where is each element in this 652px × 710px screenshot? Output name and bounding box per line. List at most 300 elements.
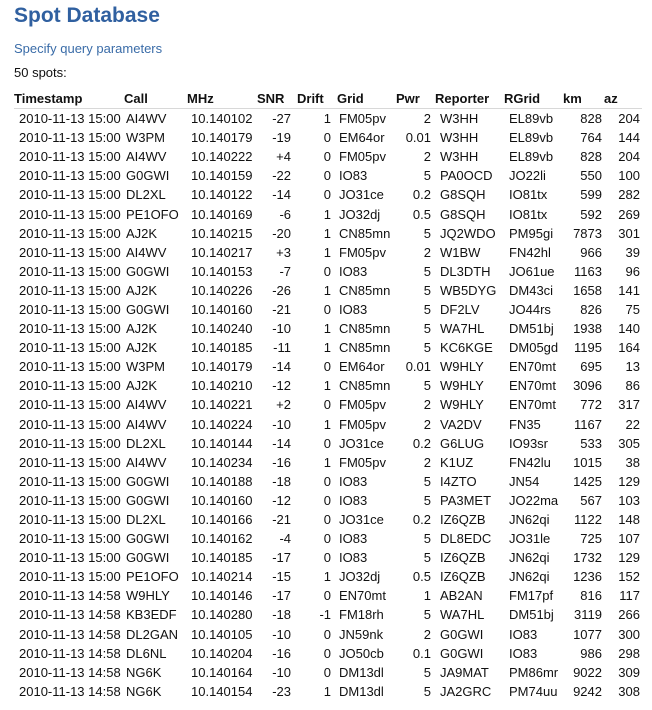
- cell-mhz: 10.140224: [191, 416, 253, 432]
- cell-snr: -21: [272, 512, 291, 528]
- cell-reporter: PA3MET: [440, 492, 492, 508]
- cell-rgrid: JN54: [509, 473, 540, 489]
- cell-grid: JO31ce: [339, 435, 384, 451]
- cell-call: AI4WV: [126, 397, 167, 413]
- cell-grid: JO32dj: [339, 569, 381, 585]
- cell-drift: 1: [323, 569, 331, 585]
- cell-reporter: JA9MAT: [440, 664, 489, 680]
- cell-grid: IO83: [339, 301, 368, 317]
- header-pwr: Pwr: [396, 88, 435, 109]
- cell-reporter: W9HLY: [440, 378, 484, 394]
- cell-drift: 1: [323, 244, 331, 260]
- cell-call: AI4WV: [126, 416, 167, 432]
- cell-drift: 0: [323, 149, 331, 165]
- cell-timestamp: 2010-11-13 15:00: [19, 397, 121, 413]
- cell-km: 1015: [573, 454, 602, 470]
- cell-timestamp: 2010-11-13 14:58: [19, 588, 121, 604]
- cell-grid: JO31ce: [339, 187, 384, 203]
- cell-reporter: W3HH: [440, 130, 479, 146]
- cell-az: 38: [625, 454, 640, 470]
- cell-call: G0GWI: [126, 168, 170, 184]
- cell-az: 308: [618, 683, 640, 699]
- spot-count: 50 spots:: [14, 65, 67, 80]
- cell-km: 3096: [573, 378, 602, 394]
- cell-mhz: 10.140226: [191, 282, 253, 298]
- cell-pwr: 5: [423, 378, 431, 394]
- cell-reporter: DL3DTH: [440, 263, 491, 279]
- cell-timestamp: 2010-11-13 15:00: [19, 111, 121, 127]
- cell-reporter: G8SQH: [440, 187, 486, 203]
- cell-call: DL2XL: [126, 187, 166, 203]
- cell-pwr: 5: [423, 263, 431, 279]
- table-row: [14, 644, 642, 663]
- cell-km: 567: [580, 492, 602, 508]
- cell-grid: CN85mn: [339, 225, 391, 241]
- cell-pwr: 5: [423, 664, 431, 680]
- cell-km: 1195: [574, 340, 602, 356]
- cell-grid: DM13dl: [339, 683, 384, 699]
- cell-mhz: 10.140169: [191, 206, 253, 222]
- cell-call: AJ2K: [126, 282, 158, 298]
- cell-rgrid: JN62qi: [509, 550, 550, 566]
- cell-grid: CN85mn: [339, 321, 391, 337]
- table-row: [14, 567, 642, 586]
- cell-timestamp: 2010-11-13 15:00: [19, 340, 121, 356]
- cell-rgrid: PM86mr: [509, 664, 559, 680]
- cell-drift: 1: [323, 683, 331, 699]
- specify-query-link[interactable]: Specify query parameters: [14, 41, 163, 56]
- cell-timestamp: 2010-11-13 15:00: [19, 168, 121, 184]
- header-rgrid: RGrid: [504, 88, 563, 109]
- cell-pwr: 2: [423, 397, 431, 413]
- cell-snr: -10: [272, 664, 291, 680]
- cell-mhz: 10.140122: [191, 187, 253, 203]
- cell-call: DL2XL: [126, 512, 166, 528]
- cell-grid: IO83: [339, 550, 368, 566]
- table-row: [14, 185, 642, 204]
- cell-mhz: 10.140179: [191, 359, 253, 375]
- table-row: [14, 434, 642, 453]
- cell-az: 317: [618, 397, 640, 413]
- cell-drift: 0: [323, 512, 331, 528]
- cell-snr: -27: [272, 111, 291, 127]
- cell-timestamp: 2010-11-13 15:00: [19, 263, 121, 279]
- cell-snr: -17: [272, 550, 291, 566]
- cell-snr: +4: [276, 149, 291, 165]
- cell-snr: +2: [276, 397, 291, 413]
- cell-grid: EM64or: [339, 359, 385, 375]
- cell-drift: 1: [323, 111, 331, 127]
- cell-pwr: 5: [423, 168, 431, 184]
- cell-snr: -23: [272, 683, 291, 699]
- cell-km: 550: [580, 168, 602, 184]
- cell-snr: -10: [272, 321, 291, 337]
- cell-az: 309: [618, 664, 640, 680]
- cell-reporter: IZ6QZB: [440, 512, 486, 528]
- cell-pwr: 0.2: [412, 187, 431, 203]
- cell-drift: 0: [323, 263, 331, 279]
- cell-timestamp: 2010-11-13 14:58: [19, 626, 121, 642]
- cell-rgrid: JN62qi: [509, 512, 550, 528]
- cell-km: 828: [580, 111, 602, 127]
- cell-timestamp: 2010-11-13 15:00: [19, 454, 121, 470]
- cell-rgrid: FN35: [509, 416, 541, 432]
- table-row: [14, 109, 642, 129]
- cell-az: 22: [625, 416, 640, 432]
- cell-reporter: PA0OCD: [440, 168, 493, 184]
- spots-table-body: [14, 109, 642, 701]
- cell-snr: -15: [272, 569, 291, 585]
- cell-reporter: KC6KGE: [440, 340, 493, 356]
- cell-reporter: DF2LV: [440, 301, 480, 317]
- cell-reporter: WA7HL: [440, 607, 485, 623]
- cell-rgrid: EN70mt: [509, 378, 556, 394]
- cell-grid: JO50cb: [339, 645, 384, 661]
- cell-snr: -11: [273, 340, 291, 356]
- cell-az: 301: [618, 225, 640, 241]
- cell-az: 152: [618, 569, 640, 585]
- table-row: [14, 281, 642, 300]
- cell-mhz: 10.140185: [191, 550, 253, 566]
- cell-call: W9HLY: [126, 588, 170, 604]
- cell-call: PE1OFO: [126, 569, 179, 585]
- cell-rgrid: IO83: [509, 626, 538, 642]
- cell-snr: -18: [272, 607, 291, 623]
- cell-timestamp: 2010-11-13 15:00: [19, 492, 121, 508]
- cell-grid: EM64or: [339, 130, 385, 146]
- cell-timestamp: 2010-11-13 15:00: [19, 569, 121, 585]
- cell-timestamp: 2010-11-13 15:00: [19, 512, 121, 528]
- cell-km: 1163: [574, 263, 602, 279]
- cell-reporter: G8SQH: [440, 206, 486, 222]
- cell-rgrid: JN62qi: [509, 569, 550, 585]
- cell-grid: FM18rh: [339, 607, 384, 623]
- cell-timestamp: 2010-11-13 14:58: [19, 645, 121, 661]
- cell-pwr: 0.2: [412, 512, 431, 528]
- cell-az: 282: [618, 187, 640, 203]
- cell-grid: CN85mn: [339, 378, 391, 394]
- cell-timestamp: 2010-11-13 15:00: [19, 244, 121, 260]
- cell-pwr: 0.5: [412, 569, 431, 585]
- cell-drift: 0: [323, 168, 331, 184]
- cell-reporter: DL8EDC: [440, 531, 492, 547]
- cell-az: 39: [625, 244, 640, 260]
- cell-reporter: W9HLY: [440, 397, 484, 413]
- cell-timestamp: 2010-11-13 15:00: [19, 359, 121, 375]
- cell-mhz: 10.140185: [191, 340, 253, 356]
- cell-snr: -17: [272, 588, 291, 604]
- cell-timestamp: 2010-11-13 15:00: [19, 301, 121, 317]
- cell-az: 204: [618, 111, 640, 127]
- cell-km: 966: [580, 244, 602, 260]
- table-row: [14, 491, 642, 510]
- cell-km: 1425: [573, 473, 602, 489]
- cell-km: 1077: [573, 626, 602, 642]
- cell-reporter: AB2AN: [440, 588, 483, 604]
- cell-pwr: 0.01: [405, 359, 431, 375]
- cell-rgrid: PM95gi: [509, 225, 554, 241]
- cell-rgrid: JO44rs: [509, 301, 551, 317]
- cell-mhz: 10.140210: [191, 378, 253, 394]
- cell-grid: IO83: [339, 263, 368, 279]
- cell-mhz: 10.140102: [191, 111, 253, 127]
- table-row: [14, 204, 642, 223]
- cell-grid: IO83: [339, 473, 368, 489]
- cell-km: 9022: [573, 664, 602, 680]
- cell-pwr: 0.1: [412, 645, 431, 661]
- cell-timestamp: 2010-11-13 15:00: [19, 206, 121, 222]
- cell-mhz: 10.140162: [191, 531, 253, 547]
- cell-call: AI4WV: [126, 111, 167, 127]
- cell-mhz: 10.140204: [191, 645, 253, 661]
- cell-reporter: W9HLY: [440, 359, 484, 375]
- table-row: [14, 243, 642, 262]
- cell-km: 1122: [574, 512, 602, 528]
- cell-pwr: 5: [423, 607, 431, 623]
- cell-km: 828: [580, 149, 602, 165]
- cell-rgrid: FM17pf: [509, 588, 554, 604]
- cell-km: 772: [580, 397, 602, 413]
- cell-snr: -20: [272, 225, 291, 241]
- cell-drift: 1: [323, 206, 331, 222]
- cell-call: G0GWI: [126, 550, 170, 566]
- cell-call: DL6NL: [126, 645, 167, 661]
- cell-az: 144: [618, 130, 640, 146]
- cell-pwr: 0.01: [405, 130, 431, 146]
- cell-az: 141: [618, 282, 640, 298]
- cell-drift: 1: [323, 416, 331, 432]
- cell-km: 1658: [573, 282, 602, 298]
- cell-snr: -18: [272, 473, 291, 489]
- cell-drift: 1: [323, 454, 331, 470]
- cell-mhz: 10.140154: [191, 683, 253, 699]
- cell-pwr: 0.5: [412, 206, 431, 222]
- table-row: [14, 586, 642, 605]
- cell-reporter: K1UZ: [440, 454, 474, 470]
- cell-mhz: 10.140164: [191, 664, 253, 680]
- cell-az: 103: [618, 492, 640, 508]
- table-row: [14, 415, 642, 434]
- table-header-row: [14, 88, 642, 109]
- header-az: az: [604, 88, 642, 109]
- cell-mhz: 10.140159: [191, 168, 253, 184]
- cell-snr: -7: [279, 263, 291, 279]
- cell-rgrid: EN70mt: [509, 359, 556, 375]
- cell-drift: 0: [323, 531, 331, 547]
- cell-pwr: 5: [423, 301, 431, 317]
- cell-call: PE1OFO: [126, 206, 179, 222]
- table-row: [14, 319, 642, 338]
- cell-az: 140: [618, 321, 640, 337]
- cell-call: W3PM: [126, 359, 165, 375]
- cell-grid: IO83: [339, 168, 368, 184]
- cell-az: 129: [618, 550, 640, 566]
- cell-km: 7873: [573, 225, 602, 241]
- cell-km: 1167: [574, 416, 602, 432]
- cell-drift: 1: [323, 340, 331, 356]
- cell-mhz: 10.140215: [191, 225, 253, 241]
- cell-grid: JO31ce: [339, 512, 384, 528]
- cell-snr: -26: [272, 282, 291, 298]
- cell-call: NG6K: [126, 683, 162, 699]
- cell-snr: -6: [279, 206, 291, 222]
- cell-az: 266: [618, 607, 640, 623]
- cell-rgrid: DM51bj: [509, 607, 554, 623]
- cell-drift: 0: [323, 187, 331, 203]
- cell-pwr: 2: [423, 244, 431, 260]
- cell-mhz: 10.140217: [191, 244, 253, 260]
- cell-pwr: 5: [423, 321, 431, 337]
- cell-grid: IO83: [339, 531, 368, 547]
- table-row: [14, 548, 642, 567]
- cell-call: AI4WV: [126, 454, 167, 470]
- table-row: [14, 262, 642, 281]
- cell-mhz: 10.140166: [191, 512, 253, 528]
- cell-rgrid: PM74uu: [509, 683, 558, 699]
- cell-snr: -12: [272, 492, 291, 508]
- cell-km: 816: [580, 588, 602, 604]
- cell-drift: 1: [323, 378, 331, 394]
- cell-reporter: G0GWI: [440, 626, 484, 642]
- cell-mhz: 10.140105: [191, 626, 253, 642]
- cell-az: 129: [618, 473, 640, 489]
- cell-grid: FM05pv: [339, 111, 386, 127]
- cell-km: 725: [580, 531, 602, 547]
- header-km: km: [563, 88, 604, 109]
- cell-timestamp: 2010-11-13 15:00: [19, 130, 121, 146]
- cell-mhz: 10.140222: [191, 149, 253, 165]
- cell-mhz: 10.140280: [191, 607, 253, 623]
- table-row: [14, 529, 642, 548]
- cell-call: DL2GAN: [126, 626, 179, 642]
- cell-az: 107: [618, 531, 640, 547]
- cell-az: 117: [619, 588, 640, 604]
- cell-km: 3119: [574, 607, 602, 623]
- cell-pwr: 5: [423, 550, 431, 566]
- cell-timestamp: 2010-11-13 14:58: [19, 607, 121, 623]
- cell-snr: -16: [272, 454, 291, 470]
- cell-pwr: 2: [423, 626, 431, 642]
- table-row: [14, 128, 642, 147]
- table-row: [14, 300, 642, 319]
- header-drift: Drift: [297, 88, 337, 109]
- cell-call: G0GWI: [126, 473, 170, 489]
- header-grid: Grid: [337, 88, 396, 109]
- header-call: Call: [124, 88, 187, 109]
- cell-pwr: 5: [423, 683, 431, 699]
- cell-km: 695: [580, 359, 602, 375]
- cell-az: 86: [625, 378, 640, 394]
- cell-timestamp: 2010-11-13 15:00: [19, 531, 121, 547]
- cell-mhz: 10.140234: [191, 454, 253, 470]
- cell-call: G0GWI: [126, 301, 170, 317]
- cell-drift: 0: [323, 626, 331, 642]
- cell-timestamp: 2010-11-13 15:00: [19, 149, 121, 165]
- cell-az: 164: [618, 340, 640, 356]
- cell-reporter: JQ2WDO: [440, 225, 496, 241]
- spots-table: [14, 88, 642, 701]
- cell-km: 592: [580, 206, 602, 222]
- cell-call: KB3EDF: [126, 607, 177, 623]
- cell-call: AI4WV: [126, 244, 167, 260]
- cell-timestamp: 2010-11-13 15:00: [19, 225, 121, 241]
- cell-snr: -22: [272, 168, 291, 184]
- table-row: [14, 472, 642, 491]
- cell-mhz: 10.140221: [191, 397, 253, 413]
- cell-km: 9242: [573, 683, 602, 699]
- table-row: [14, 682, 642, 701]
- header-mhz: MHz: [187, 88, 257, 109]
- cell-drift: 0: [323, 645, 331, 661]
- cell-rgrid: EL89vb: [509, 149, 554, 165]
- cell-pwr: 2: [423, 149, 431, 165]
- cell-call: G0GWI: [126, 531, 170, 547]
- cell-rgrid: JO31le: [509, 531, 551, 547]
- cell-rgrid: JO22ma: [509, 492, 559, 508]
- cell-snr: -16: [272, 645, 291, 661]
- cell-reporter: WA7HL: [440, 321, 485, 337]
- header-snr: SNR: [257, 88, 297, 109]
- cell-pwr: 2: [423, 111, 431, 127]
- cell-km: 826: [580, 301, 602, 317]
- cell-rgrid: IO81tx: [509, 187, 548, 203]
- cell-grid: JN59nk: [339, 626, 384, 642]
- cell-call: G0GWI: [126, 492, 170, 508]
- cell-reporter: G0GWI: [440, 645, 484, 661]
- cell-reporter: VA2DV: [440, 416, 482, 432]
- page-title: Spot Database: [14, 4, 160, 27]
- cell-mhz: 10.140160: [191, 492, 253, 508]
- cell-rgrid: JO22li: [509, 168, 546, 184]
- cell-reporter: WB5DYG: [440, 282, 497, 298]
- cell-grid: JO32dj: [339, 206, 381, 222]
- table-row: [14, 166, 642, 185]
- cell-pwr: 5: [423, 282, 431, 298]
- cell-mhz: 10.140188: [191, 473, 253, 489]
- cell-mhz: 10.140214: [191, 569, 253, 585]
- cell-grid: FM05pv: [339, 416, 386, 432]
- cell-reporter: IZ6QZB: [440, 569, 486, 585]
- table-row: [14, 338, 642, 357]
- cell-rgrid: EL89vb: [509, 130, 554, 146]
- cell-az: 96: [625, 263, 640, 279]
- cell-pwr: 5: [423, 531, 431, 547]
- table-row: [14, 605, 642, 624]
- cell-pwr: 5: [423, 340, 431, 356]
- cell-snr: -14: [272, 435, 291, 451]
- cell-grid: IO83: [339, 492, 368, 508]
- cell-drift: 1: [323, 225, 331, 241]
- cell-km: 764: [580, 130, 602, 146]
- cell-call: AJ2K: [126, 321, 158, 337]
- cell-rgrid: IO81tx: [509, 206, 548, 222]
- cell-mhz: 10.140153: [191, 263, 253, 279]
- cell-km: 599: [580, 187, 602, 203]
- cell-drift: 0: [323, 664, 331, 680]
- cell-rgrid: EN70mt: [509, 397, 556, 413]
- cell-grid: CN85mn: [339, 340, 391, 356]
- cell-grid: FM05pv: [339, 454, 386, 470]
- cell-snr: +3: [276, 244, 291, 260]
- cell-snr: -14: [272, 187, 291, 203]
- cell-drift: 1: [323, 321, 331, 337]
- cell-km: 1938: [573, 321, 602, 337]
- cell-timestamp: 2010-11-13 14:58: [19, 683, 121, 699]
- cell-timestamp: 2010-11-13 15:00: [19, 378, 121, 394]
- cell-snr: -10: [272, 626, 291, 642]
- cell-az: 75: [625, 301, 640, 317]
- cell-km: 1236: [573, 569, 602, 585]
